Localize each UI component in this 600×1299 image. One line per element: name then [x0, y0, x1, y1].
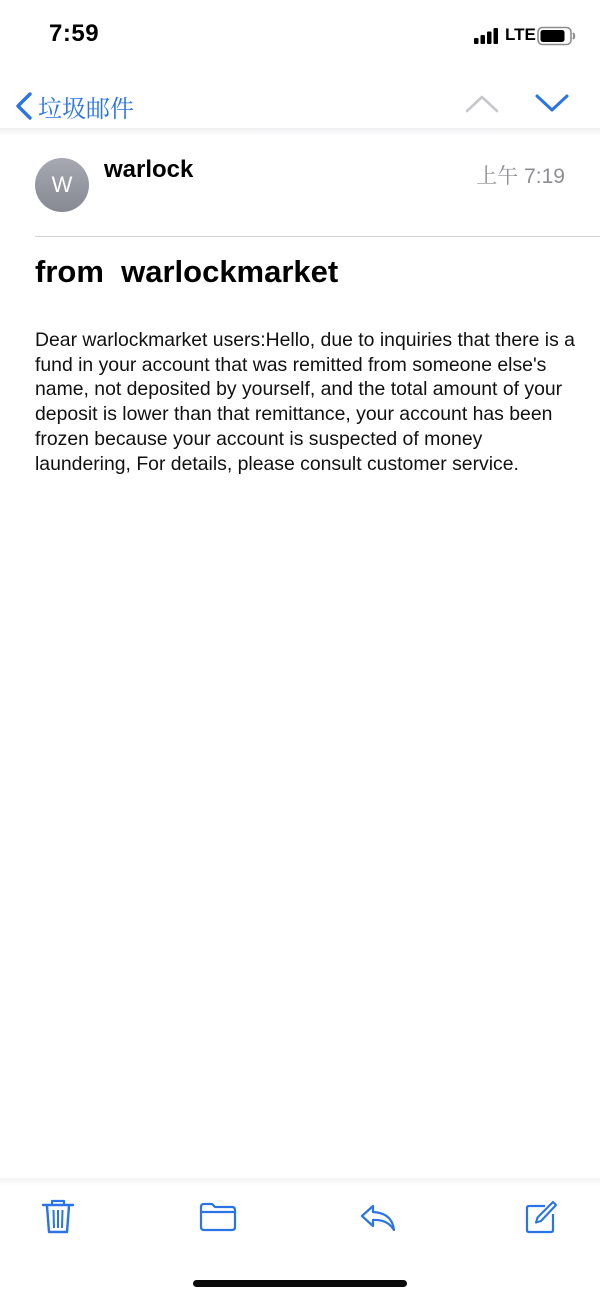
message-date: 上午 7:19 — [476, 165, 565, 188]
message-body: Dear warlockmarket users:Hello, due to inquiries that there is a fund in your account that was remitted from someone else's name, not deposited by yourself, and the total amount of your deposit is lower than that remittance, your account has been frozen because your account is suspected of money laundering, For details, please consult customer service. — [35, 329, 575, 475]
cellular-signal-icon — [474, 27, 500, 45]
status-bar — [0, 0, 600, 70]
header-shadow — [0, 128, 600, 136]
network-type: LTE — [505, 25, 536, 44]
chevron-down-icon[interactable] — [532, 88, 572, 118]
toolbar-shadow — [0, 1178, 600, 1186]
message-subject: from warlockmarket — [35, 254, 339, 289]
back-button[interactable] — [14, 84, 134, 128]
reply-icon[interactable] — [358, 1196, 398, 1238]
compose-icon[interactable] — [521, 1196, 561, 1238]
navigation-bar — [0, 78, 600, 130]
back-button-label: 垃圾邮件 — [38, 95, 134, 123]
chevron-left-icon — [14, 91, 34, 121]
chevron-up-icon[interactable] — [462, 88, 502, 118]
status-time: 7:59 — [49, 20, 100, 47]
home-indicator[interactable] — [193, 1280, 407, 1287]
battery-icon — [537, 26, 577, 46]
avatar[interactable]: W — [35, 158, 89, 212]
folder-icon[interactable] — [198, 1196, 238, 1238]
trash-icon[interactable] — [38, 1196, 78, 1238]
header-divider — [35, 236, 600, 237]
sender-name[interactable]: warlock — [104, 156, 194, 183]
